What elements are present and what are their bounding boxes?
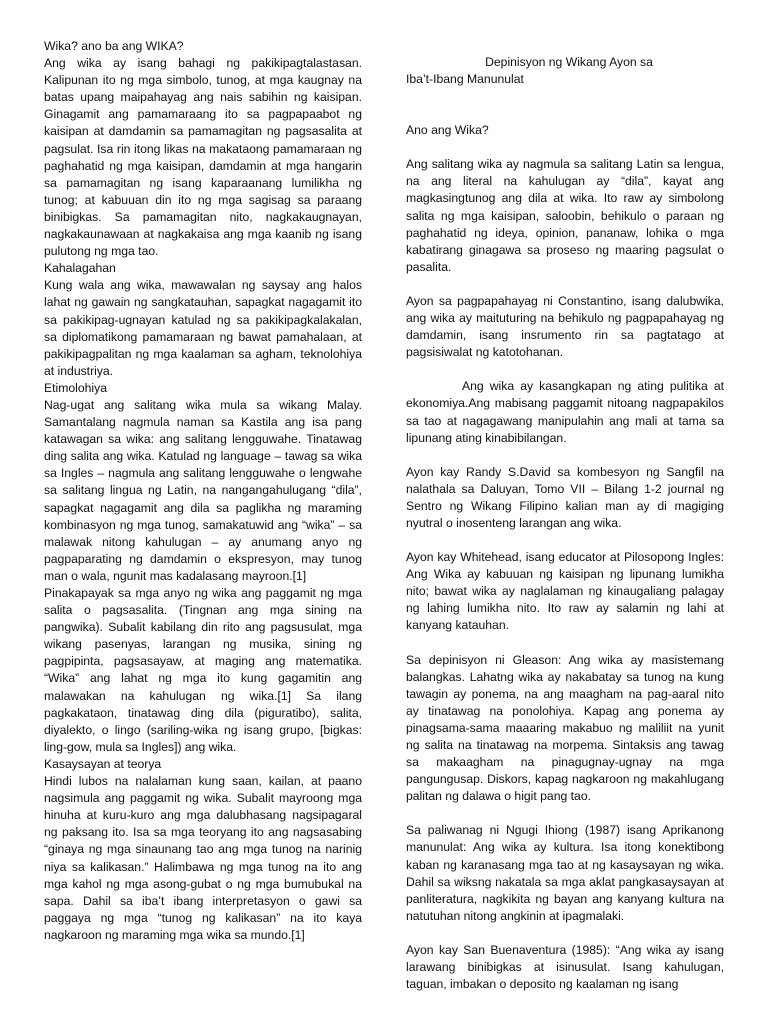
right-title-line2: Iba’t-Ibang Manunulat: [406, 72, 524, 87]
ngugi-paragraph: Sa paliwanag ni Ngugi Ihiong (1987) isang Aprikanong manunulat: Ang wika ay kultura. Isa itong konektibong kaban ng karanasang mga tao at ng kasaysayan ng wika. Dahil sa wiksng nakatala sa mga aklat pangkasaysayan at panliteratura, nagkikita ng bayan ang kanyang kultura na natutuhan nitong angkinin at ipagmalaki.: [406, 823, 724, 923]
david-paragraph: Ayon kay Randy S.David sa kombesyon ng Sangfil na nalathala sa Daluyan, Tomo VII – Bilang 1-2 journal ng Sentro ng Wikang Filipino kalian man ay di magiging nyutral o inosenteng larangan ang wika.: [406, 464, 724, 530]
whitehead-paragraph: Ayon kay Whitehead, isang educator at Pilosopong Ingles: Ang Wika ay kabuuan ng kaisipan ng lipunang lumikha nito; bawat wika ay naglalaman ng kinaugaliang palagay ng lahing lumikha nito. Ito raw ay salamin ng lahi at kanyang katauhan.: [406, 550, 724, 633]
kahalagahan-paragraph: Kung wala ang wika, mawawalan ng saysay ang halos lahat ng gawain ng sangkatauhan, sapagkat nagagamit ito sa pakikipag-ugnayan katulad ng sa pakikipagkalakalan, sa diplomatikong pamamaraan ng bawat pamahalaan, at pakikipagpalitan ng mga kaalaman sa agham, teknolohiya at industriya.: [44, 278, 362, 378]
left-title: Wika? ano ba ang WIKA?: [44, 39, 184, 53]
pinakapayak-paragraph: Pinakapayak sa mga anyo ng wika ang paggamit ng mga salita o pagsasalita. (Tingnan ang mga sining na pangwika). Subalit kabilang din rito ang pagsusulat, mga wikang pasenyas, larangan ng musika, sining ng pagpipinta, pagsasayaw, at maging ang matematika. “Wika” ang lahat ng mga ito kung gagamitin ang malawakan na kahulugan ng wika.[1] Sa ilang pagkakataon, tinatawag ding dila (piguratibo), salita, diyalekto, o lingo (sariling-wika ng isang grupo, [bigkas: ling-gow, mula sa Ingles]) ang wika.: [44, 586, 362, 754]
gleason-paragraph: Sa depinisyon ni Gleason: Ang wika ay masistemang balangkas. Lahatng wika ay nakabatay sa tunog na kung tawagin ay ponema, na ang maagham na pag-aaral nito ay tinatawag na ponolohiya. Kapag ang ponema ay pinagsama-sama maaaring makabuo ng maliliit na yunit ng salita na tinatawag na morpema. Sintaksis ang tawag sa makaagham na pinagugnay-ugnay na mga pangungusap. Diskors, kapag nagkaroon ng makahlugang palitan ng dalawa o higit pang tao.: [406, 652, 724, 804]
constantino-paragraph: Ayon sa pagpapahayag ni Constantino, isang dalubwika, ang wika ay maituturing na behikulo ng pagpapahayag ng damdamin, isang insrumento rin sa pagtatago at pagsisiwalat ng katotohanan.: [406, 293, 724, 360]
kasaysayan-paragraph: Hindi lubos na nalalaman kung saan, kailan, at paano nagsimula ang paggamit ng wika. Subalit mayroong mga hinuha at kuru-kuro ang mga dalubhasang nagsipagaral ng paksang ito. Isa sa mga teoryang ito ang nagsasabing “ginaya ng mga sinaunang tao ang mga tunog na narinig niya sa kalikasan.” Halimbawa ng mga tunog na ito ang mga kahol ng mga asong-gubat o ng mga bumubukal na sapa. Dahil sa iba’t ibang interpretasyon o gawi sa paggaya ng mga “tunog ng kalikasan” na ito kaya nagkaroon ng maraming mga wika sa mundo.[1]: [44, 774, 362, 942]
kasangkapan-paragraph: Ang wika ay kasangkapan ng ating pulitika at ekonomiya.Ang mabisang paggamit nitoang nagpapakilos sa tao at nagagawang manipulahin ang mali at tama sa lipunang ating kinabibilangan.: [406, 379, 724, 445]
intro-paragraph: Ang wika ay isang bahagi ng pakikipagtalastasan. Kalipunan ito ng mga simbolo, tunog, at mga kaugnay na batas upang maipahayag ang nais sabihin ng kaisipan. Ginagamit ang pamamaraang ito sa pagpapaabot ng kaisipan at damdamin sa pamamagitan ng pagsasalita at pagsulat. Isa rin itong likas na makataong pamamaraan ng paghahatid ng mga kaisipan, damdamin at mga hangarin sa pamamagitan ng isang kaparaanang lumilikha ng tunog; at kabuuan din ito ng mga sagisag sa paraang binibigkas. Sa pamamagitan nito, nagkakaugnayan, nagkakaunawaan at nagkakaisa ang mga kaanib ng isang pulutong ng mga tao.: [44, 56, 362, 259]
heading-kasaysayan: Kasaysayan at teorya: [44, 756, 162, 771]
right-title-line1: Depinisyon ng Wikang Ayon sa: [485, 55, 653, 69]
etimolohiya-paragraph: Nag-ugat ang salitang wika mula sa wikang Malay. Samantalang nagmula naman sa Kastila ang isa pang katawagan sa wika: ang salitang lengguwahe. Tinatawag ding salita ang wika. Katulad ng language – tawag sa wika sa Ingles – nagmula ang salitang lengguwahe o lengwahe sa salitang lingua ng Latin, na nangangahulugang “dila”, sapagkat nagagamit ang dila sa paglikha ng maraming kombinasyon ng mga tunog, samakatuwid ang “wika” – sa malawak nitong kahulugan – ay anumang anyo ng pagpaparating ng damdamin o ekspresyon, may tunog man o wala, ngunit mas kadalasang mayroon.[1]: [44, 397, 362, 583]
left-column: [44, 38, 362, 944]
right-column: [406, 38, 724, 993]
heading-etimolohiya: Etimolohiya: [44, 380, 107, 395]
heading-kahalagahan: Kahalagahan: [44, 261, 116, 276]
latin-paragraph: Ang salitang wika ay nagmula sa salitang Latin sa lengua, na ang literal na kahulugan ay “dila”, kayat ang magkasingtunog ang dila at wika. Ito raw ay simbolong salita ng mga kaisipan, saloobin, behikulo o paraan ng paghahatid ng ideya, opinion, pananaw, lohika o mga kabatirang ginagawa sa proseso ng maaring pagsulat o pasalita.: [406, 157, 724, 274]
buenaventura-paragraph: Ayon kay San Buenaventura (1985): “Ang wika ay isang larawang binibigkas at isinusulat. Isang kahulugan, taguan, imbakan o deposito ng kaalaman ng isang: [406, 942, 724, 992]
heading-ano-ang-wika: Ano ang Wika?: [406, 123, 489, 138]
